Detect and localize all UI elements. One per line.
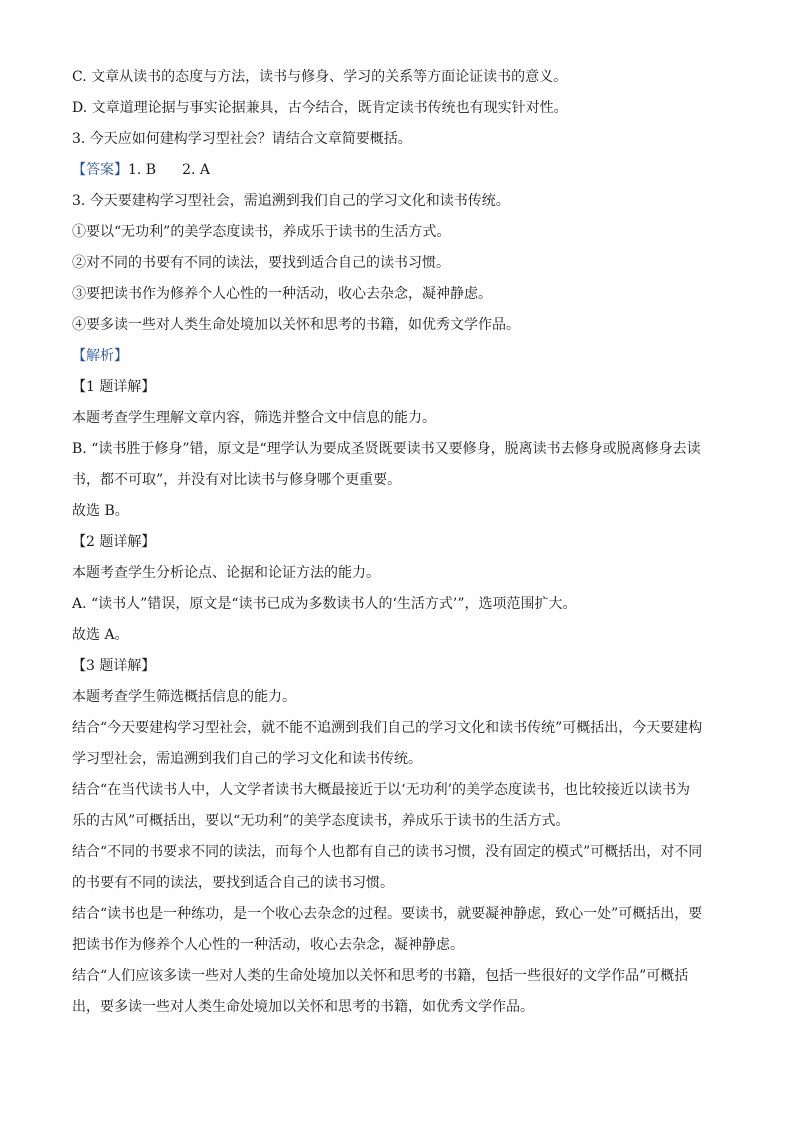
q2-detail-summary: 本题考查学生分析论点、论据和论证方法的能力。: [72, 565, 380, 581]
answer-3-point: ④要多读一些对人类生命处境加以关怀和思考的书籍，如优秀文学作品。: [72, 317, 520, 333]
q1-detail-text: 书，都不可取”，并没有对比读书与修身哪个更重要。: [72, 472, 402, 488]
option-c: C. 文章从读书的态度与方法，读书与修身、学习的关系等方面论证读书的意义。: [72, 69, 568, 85]
q2-detail-choice: 故选 A。: [72, 627, 129, 643]
q3-detail-summary: 本题考查学生筛选概括信息的能力。: [72, 689, 296, 705]
q2-detail-heading: 【2 题详解】: [72, 534, 156, 550]
q3-detail-text: 的书要有不同的读法，要找到适合自己的读书习惯。: [72, 875, 394, 891]
q1-detail-heading: 【1 题详解】: [72, 379, 156, 395]
option-d: D. 文章道理论据与事实论据兼具，古今结合，既肯定读书传统也有现实针对性。: [72, 100, 568, 116]
answer-line: [72, 155, 722, 186]
q3-detail-text: 结合“在当代读书人中，人文学者读书大概最接近于以‘无功利’的美学态度读书，也比较接近以读书为: [72, 782, 691, 798]
document-page: [72, 62, 722, 1023]
q1-detail-choice: 故选 B。: [72, 503, 129, 519]
q3-detail-text: 把读书作为修养个人心性的一种活动，收心去杂念，凝神静虑。: [72, 937, 464, 953]
q3-detail-text: 结合“不同的书要求不同的读法，而每个人也都有自己的读书习惯，没有固定的模式”可概括出，对不同: [72, 844, 703, 860]
q3-detail-text: 出，要多读一些对人类生命处境加以关怀和思考的书籍，如优秀文学作品。: [72, 999, 534, 1015]
answer-3-intro: 3. 今天要建构学习型社会，需追溯到我们自己的学习文化和读书传统。: [72, 193, 510, 209]
answer-label: 【答案】: [72, 162, 128, 178]
q2-detail-text: A. “读书人”错误，原文是“读书已成为多数读书人的‘生活方式’”，选项范围扩大。: [72, 596, 577, 612]
answer-3-point: ③要把读书作为修养个人心性的一种活动，收心去杂念，凝神静虑。: [72, 286, 492, 302]
q3-detail-text: 学习型社会，需追溯到我们自己的学习文化和读书传统。: [72, 751, 422, 767]
answer-3-point: ②对不同的书要有不同的读法，要找到适合自己的读书习惯。: [72, 255, 450, 271]
analysis-label: 【解析】: [72, 348, 128, 364]
q3-detail-text: 结合“今天要建构学习型社会，就不能不追溯到我们自己的学习文化和读书传统”可概括出，今天要建构: [72, 720, 703, 736]
answer-q1: 1. B: [128, 162, 157, 178]
answer-q2: 2. A: [182, 162, 211, 178]
q3-detail-text: 结合“读书也是一种练功，是一个收心去杂念的过程。要读书，就要凝神静虑，致心一处”可概括出，要: [72, 906, 703, 922]
answer-3-point: ①要以“无功利”的美学态度读书，养成乐于读书的生活方式。: [72, 224, 451, 240]
question-3: 3. 今天应如何建构学习型社会？请结合文章简要概括。: [72, 131, 412, 147]
q3-detail-text: 结合“人们应该多读一些对人类的生命处境加以关怀和思考的书籍，包括一些很好的文学作品”可概括: [72, 968, 689, 984]
q3-detail-text: 乐的古风”可概括出，要以“无功利”的美学态度读书，养成乐于读书的生活方式。: [72, 813, 570, 829]
q1-detail-text: B. “读书胜于修身”错，原文是“理学认为要成圣贤既要读书又要修身，脱离读书去修身或脱离修身去读: [72, 441, 701, 457]
q3-detail-heading: 【3 题详解】: [72, 658, 156, 674]
q1-detail-summary: 本题考查学生理解文章内容，筛选并整合文中信息的能力。: [72, 410, 436, 426]
